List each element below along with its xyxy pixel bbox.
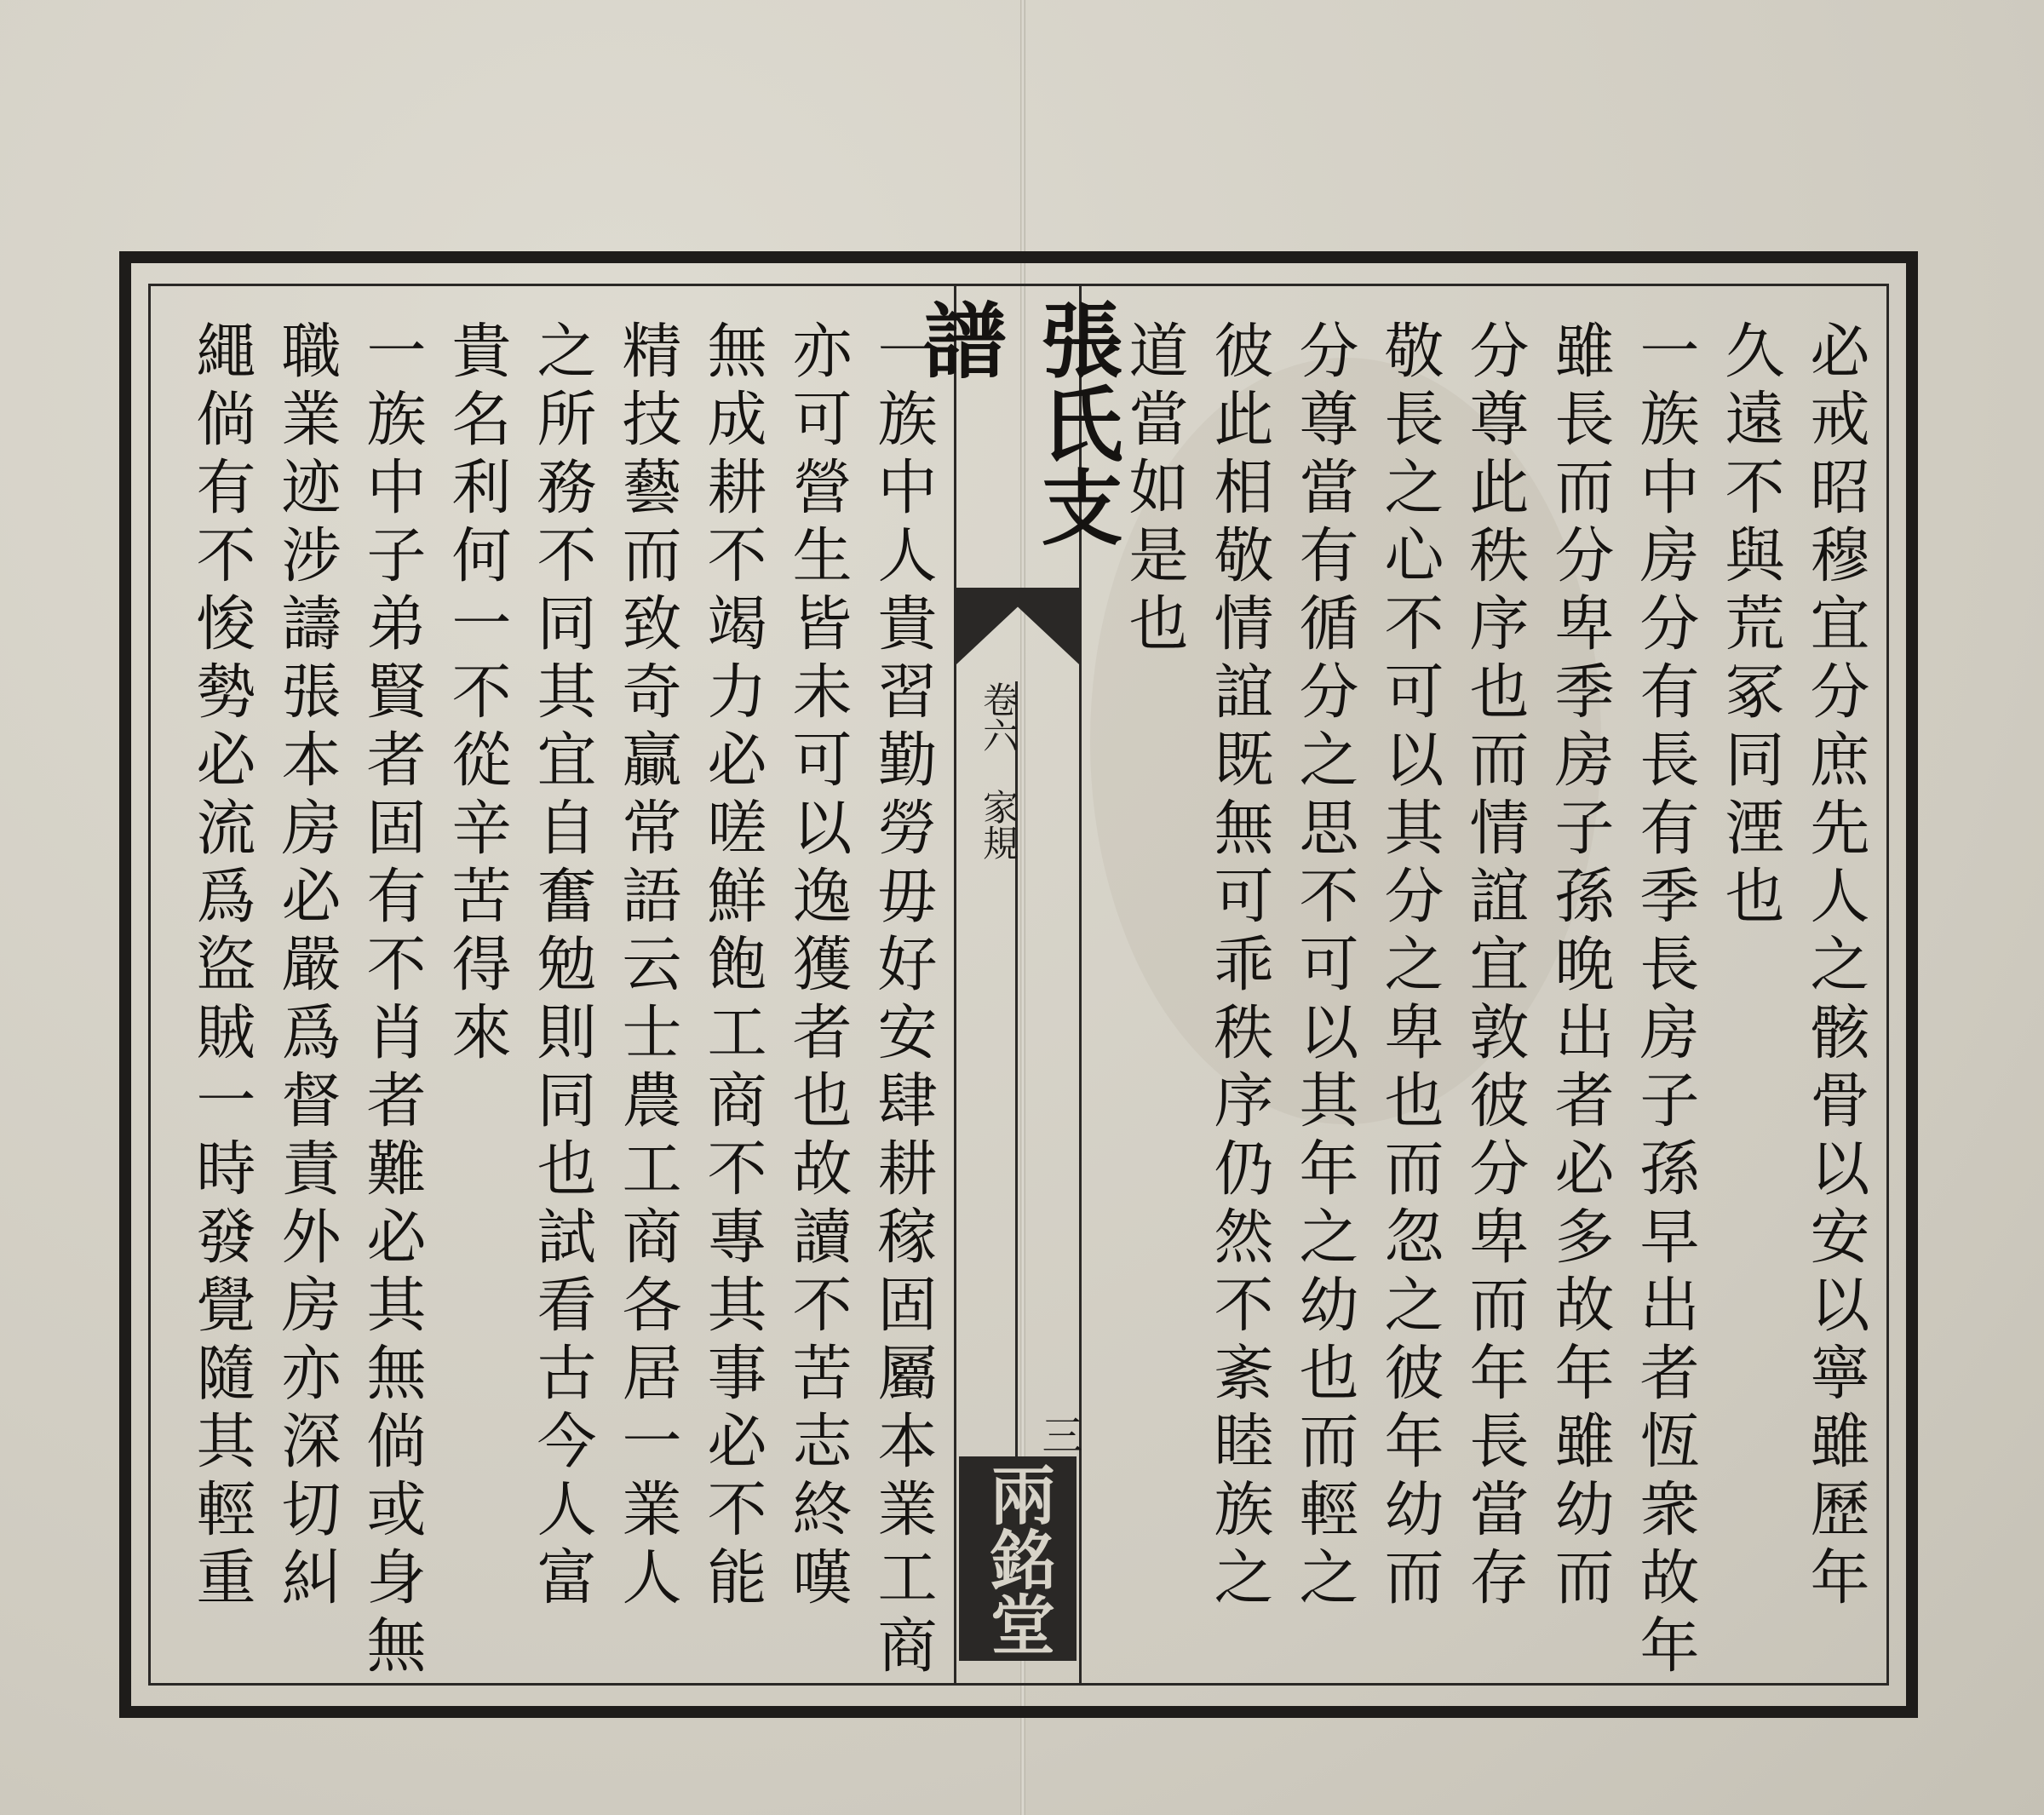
text-column: 精技藝而致奇贏常語云士農工商各居一業人: [612, 319, 682, 1614]
text-column: 分尊當有循分之思不可以其年之幼也而輕之: [1289, 319, 1359, 1614]
volume-label: 卷六 家規: [978, 681, 1019, 860]
text-column: 必戒昭穆宜分庶先人之骸骨以安以寧雖歷年: [1800, 319, 1870, 1614]
text-column: 敬長之心不可以其分之卑也而忽之彼年幼而: [1375, 319, 1444, 1614]
text-column: 之所務不同其宜自奮勉則同也試看古今人富: [527, 319, 597, 1614]
hall-name: 兩銘堂: [979, 1462, 1056, 1656]
text-column: 彼此相敬情誼既無可乖秩序仍然不紊睦族之: [1204, 319, 1274, 1614]
hall-name-block: [959, 1456, 1077, 1661]
text-column: 一族中人貴習勤勞毋好安肆耕稼固屬本業工商: [868, 319, 938, 1682]
text-column: 職業迹涉譸張本房必嚴爲督責外房亦深切糾: [272, 319, 342, 1614]
text-column: 分尊此秩序也而情誼宜敦彼分卑而年長當存: [1460, 319, 1530, 1614]
text-column: 無成耕不竭力必嗟鮮飽工商不專其事必不能: [698, 319, 767, 1614]
text-column: 一族中房分有長有季長房子孫早出者恆衆故年: [1630, 319, 1700, 1682]
book-title: 張氏支譜: [911, 298, 1124, 549]
left-page-text: [170, 319, 945, 1682]
text-column: 久遠不與荒冢同湮也: [1715, 319, 1785, 933]
text-column: 一族中子弟賢者固有不肖者難必其無倘或身無: [357, 319, 427, 1682]
text-column: 貴名利何一不從辛苦得來: [442, 319, 512, 1069]
text-column: 亦可營生皆未可以逸獲者也故讀不苦志終嘆: [783, 319, 853, 1614]
text-column: 道當如是也: [1119, 319, 1189, 660]
right-page-text: [1103, 319, 1878, 1682]
text-column: 繩倘有不悛勢必流爲盜賊一時發覺隨其輕重: [187, 319, 256, 1614]
text-column: 雖長而分卑季房子孫晚出者必多故年雖幼而: [1545, 319, 1615, 1614]
page-number: 三: [1035, 1414, 1082, 1455]
